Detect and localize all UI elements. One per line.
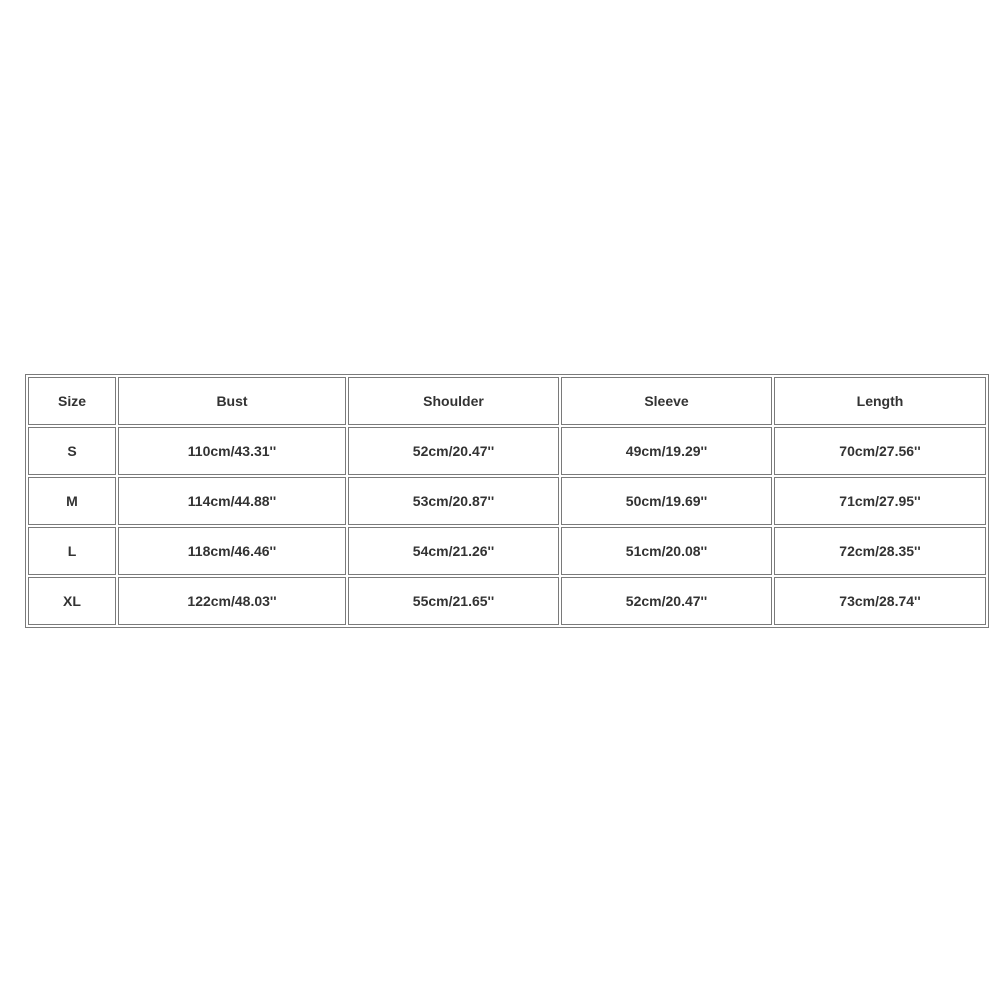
shoulder-cell: 55cm/21.65'': [348, 577, 559, 625]
sleeve-cell: 52cm/20.47'': [561, 577, 772, 625]
length-cell: 72cm/28.35'': [774, 527, 986, 575]
table-row: [28, 527, 986, 575]
shoulder-cell: 52cm/20.47'': [348, 427, 559, 475]
table-row: [28, 577, 986, 625]
size-cell: M: [28, 477, 116, 525]
length-cell: 71cm/27.95'': [774, 477, 986, 525]
size-cell: L: [28, 527, 116, 575]
size-chart-table: [25, 374, 989, 628]
length-cell: 73cm/28.74'': [774, 577, 986, 625]
size-cell: XL: [28, 577, 116, 625]
shoulder-cell: 54cm/21.26'': [348, 527, 559, 575]
header-shoulder: Shoulder: [348, 377, 559, 425]
size-cell: S: [28, 427, 116, 475]
header-length: Length: [774, 377, 986, 425]
table-row: [28, 477, 986, 525]
sleeve-cell: 51cm/20.08'': [561, 527, 772, 575]
sleeve-cell: 49cm/19.29'': [561, 427, 772, 475]
bust-cell: 110cm/43.31'': [118, 427, 346, 475]
sleeve-cell: 50cm/19.69'': [561, 477, 772, 525]
length-cell: 70cm/27.56'': [774, 427, 986, 475]
bust-cell: 118cm/46.46'': [118, 527, 346, 575]
header-bust: Bust: [118, 377, 346, 425]
header-size: Size: [28, 377, 116, 425]
header-sleeve: Sleeve: [561, 377, 772, 425]
shoulder-cell: 53cm/20.87'': [348, 477, 559, 525]
bust-cell: 114cm/44.88'': [118, 477, 346, 525]
table-row: [28, 427, 986, 475]
table-header-row: [28, 377, 986, 425]
bust-cell: 122cm/48.03'': [118, 577, 346, 625]
